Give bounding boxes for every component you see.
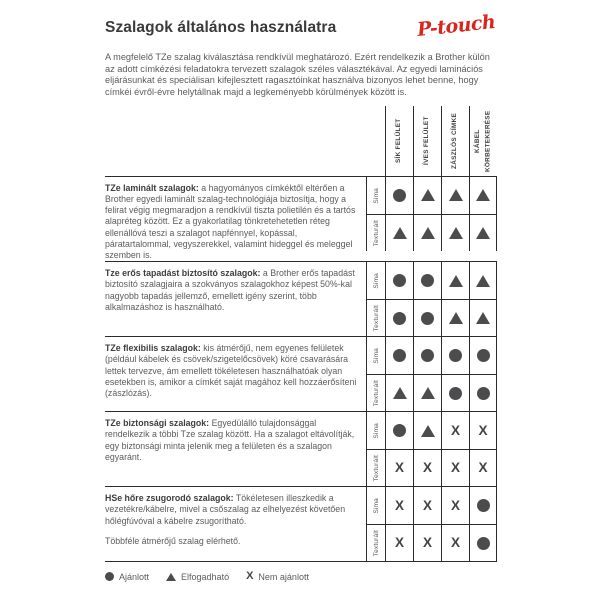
column-header-label: ZÁSZLÓS CÍMKE: [451, 112, 459, 169]
rating-cell: [441, 299, 469, 336]
triangle-icon: [421, 387, 435, 399]
tape-description: [105, 177, 366, 261]
rating-cell: [469, 449, 497, 486]
triangle-icon: [476, 312, 490, 324]
tape-row: [105, 336, 497, 411]
triangle-icon: [393, 227, 407, 239]
table-header-cells: [385, 106, 497, 176]
x-icon: X: [246, 570, 254, 583]
rating-cell: [413, 299, 441, 336]
x-icon: X: [450, 497, 460, 513]
rating-cell: [469, 299, 497, 336]
circle-icon: [393, 274, 406, 287]
rating-cell: [441, 487, 469, 524]
rating-cell: [441, 214, 469, 251]
finish-label: Texturált: [372, 530, 380, 557]
x-icon: X: [478, 460, 488, 476]
legend-item: [166, 572, 229, 582]
finish-label-cell: [366, 262, 385, 299]
tape-row: [105, 486, 497, 561]
triangle-icon: [449, 227, 463, 239]
rating-grid: [366, 177, 497, 261]
rating-cell: [469, 337, 497, 374]
tape-description-text: TZe laminált szalagok: a hagyományos címkéktől eltérően a Brother egyedi laminált szalag-technológiája biztosítja, hogy a felirat végig megmaradjon a rendkívül tiszta polietilén és a tartós alapréteg között. Ez a gyakorlatilag tönkretehetetlen réteg ellenállóvá teszi a szalagot napfénnyel, kopással, páratartalommal, vegyszerekkel, valamint hideggel és meleggel szemben is.: [105, 182, 356, 261]
x-icon: X: [394, 497, 404, 513]
tape-row: [105, 176, 497, 261]
column-header-1: [385, 106, 413, 176]
legend-item: [246, 571, 309, 582]
rating-cell: [385, 177, 413, 214]
rating-cell: [385, 449, 413, 486]
x-icon: X: [450, 422, 460, 438]
rating-cell: [385, 412, 413, 449]
column-header-3: [441, 106, 469, 176]
triangle-icon: [421, 227, 435, 239]
column-headers-row: [105, 106, 497, 176]
rating-cell: [385, 262, 413, 299]
finish-label: Sima: [372, 347, 380, 364]
tape-description-text: HSe hőre zsugorodó szalagok: Tökéletesen illeszkedik a vezetékre/kábelre, mivel a csőszalag az elhelyezést követően hőlégfúvóval a kábelre zsugorítható.: [105, 493, 346, 526]
rating-cell: [441, 412, 469, 449]
rating-cell: [413, 337, 441, 374]
tape-name: TZe biztonsági szalagok:: [105, 418, 210, 429]
triangle-icon: [449, 312, 463, 324]
rating-cell: [385, 337, 413, 374]
circle-icon: [105, 572, 114, 581]
page-header: [105, 10, 497, 42]
page-title: Szalagok általános használatra: [105, 19, 337, 36]
rating-cell: [441, 524, 469, 561]
circle-icon: [477, 499, 490, 512]
circle-icon: [393, 312, 406, 325]
x-icon: X: [450, 535, 460, 551]
rating-grid: [366, 412, 497, 486]
rating-cell: [385, 214, 413, 251]
finish-label-cell: [366, 412, 385, 449]
finish-label-cell: [366, 374, 385, 411]
rating-cell: [441, 177, 469, 214]
description-column-spacer: [105, 106, 366, 176]
circle-icon: [421, 312, 434, 325]
column-header-label: ÍVES FELÜLET: [423, 116, 431, 166]
circle-icon: [393, 189, 406, 202]
rating-grid: [366, 337, 497, 411]
circle-icon: [421, 349, 434, 362]
circle-icon: [477, 387, 490, 400]
rating-cell: [441, 374, 469, 411]
rating-cell: [385, 487, 413, 524]
tape-name: TZe flexibilis szalagok:: [105, 343, 201, 354]
finish-label: Sima: [372, 272, 380, 289]
finish-label: Sima: [372, 497, 380, 514]
rating-cell: [469, 412, 497, 449]
finish-label: Texturált: [372, 305, 380, 332]
tape-ratings-table: [105, 106, 497, 562]
x-icon: X: [478, 422, 488, 438]
rating-cell: [469, 524, 497, 561]
column-header-4: [469, 106, 497, 176]
rating-cell: [469, 374, 497, 411]
legend-label: Elfogadható: [181, 571, 230, 582]
table-body: [105, 176, 497, 562]
tape-row: [105, 261, 497, 336]
tape-description-text: Tze erős tapadást biztosító szalagok: a Brother erős tapadást biztosító szalagjaira a szokványos szalagokhoz képest 50%-kal nagyobb tapadás jellemző, emellett igény szerint, több alkalmazáshoz is használható.: [105, 268, 355, 312]
x-icon: X: [394, 535, 404, 551]
triangle-icon: [449, 189, 463, 201]
finish-label: Sima: [372, 422, 380, 439]
triangle-icon: [476, 275, 490, 287]
ptouch-logo: P-touch: [415, 10, 496, 42]
rating-cell: [413, 487, 441, 524]
x-icon: X: [422, 497, 432, 513]
rating-cell: [469, 214, 497, 251]
rating-cell: [413, 214, 441, 251]
rating-cell: [469, 177, 497, 214]
circle-icon: [393, 349, 406, 362]
rating-cell: [441, 337, 469, 374]
rating-cell: [413, 449, 441, 486]
x-icon: X: [422, 535, 432, 551]
legend-item: [105, 572, 149, 582]
rating-cell: [385, 299, 413, 336]
legend-label: Nem ajánlott: [258, 571, 309, 582]
tape-description: [105, 487, 366, 561]
triangle-icon: [393, 387, 407, 399]
tape-description-text: TZe biztonsági szalagok: Egyedülálló tulajdonsággal rendelkezik a többi Tze szalag között. Ha a szalagot eltávolítják, egy biztonsági minta jelenik meg a felületen és a szalagon egyaránt.: [105, 418, 355, 462]
tape-description-text: TZe flexibilis szalagok: kis átmérőjű, nem egyenes felületek (például kábelek és csövek/szigetelőcsövek) köré csavarására lettek tervezve, ám emellett tökéletesen használhatóak olyan esetekben is, amikor a címkét saját magához kell hozzáerősíteni (zászlózás).: [105, 343, 357, 399]
legend: [105, 571, 497, 582]
column-header-label: KÁBEL KÖRBETEKERÉSE: [473, 110, 492, 172]
tape-name: Tze erős tapadást biztosító szalagok:: [105, 268, 261, 279]
tape-description: [105, 262, 366, 336]
triangle-icon: [476, 189, 490, 201]
finish-label: Texturált: [372, 455, 380, 482]
rating-cell: [385, 524, 413, 561]
x-icon: X: [422, 460, 432, 476]
rating-cell: [413, 412, 441, 449]
rating-cell: [385, 374, 413, 411]
legend-label: Ajánlott: [119, 571, 150, 582]
circle-icon: [449, 349, 462, 362]
triangle-icon: [421, 189, 435, 201]
tape-name: TZe laminált szalagok:: [105, 182, 199, 193]
finish-label-cell: [366, 337, 385, 374]
tape-row: [105, 411, 497, 486]
tape-name: HSe hőre zsugorodó szalagok:: [105, 493, 234, 504]
rating-cell: [441, 262, 469, 299]
rating-cell: [413, 262, 441, 299]
rating-cell: [469, 487, 497, 524]
circle-icon: [477, 349, 490, 362]
finish-label-cell: [366, 449, 385, 486]
rating-cell: [413, 177, 441, 214]
tape-description: [105, 337, 366, 411]
x-icon: X: [394, 460, 404, 476]
x-icon: X: [450, 460, 460, 476]
finish-label: Texturált: [372, 380, 380, 407]
triangle-icon: [449, 275, 463, 287]
rating-grid: [366, 262, 497, 336]
triangle-icon: [166, 573, 176, 581]
finish-label-cell: [366, 524, 385, 561]
rating-grid: [366, 487, 497, 561]
rating-cell: [413, 374, 441, 411]
triangle-icon: [421, 425, 435, 437]
finish-label-cell: [366, 177, 385, 214]
circle-icon: [477, 537, 490, 550]
finish-label-cell: [366, 214, 385, 251]
tape-description: [105, 412, 366, 486]
column-header-label: SÍK FELÜLET: [395, 118, 403, 164]
finish-label-cell: [366, 299, 385, 336]
circle-icon: [393, 424, 406, 437]
rating-cell: [469, 262, 497, 299]
circle-icon: [449, 387, 462, 400]
rating-cell: [441, 449, 469, 486]
column-header-2: [413, 106, 441, 176]
finish-label: Texturált: [372, 219, 380, 246]
finish-column-spacer: [366, 106, 385, 176]
rating-cell: [413, 524, 441, 561]
tape-description-text-2: Többféle átmérőjű szalag elérhető.: [105, 535, 241, 546]
finish-label: Sima: [372, 187, 380, 204]
finish-label-cell: [366, 487, 385, 524]
circle-icon: [421, 274, 434, 287]
intro-paragraph: A megfelelő TZe szalag kiválasztása rendkívül meghatározó. Ezért rendelkezik a Brother külön az adott címkézési feladatokra tervezett szalagok széles választékával. Az egyedi laminációs eljárásunkat és speciálisan kifejlesztett ragasztóinkat használva bizonyos lehet benne, hogy címkéi évről-évre helytállnak majd a legkeményebb körülmények között is.: [105, 52, 490, 98]
triangle-icon: [476, 227, 490, 239]
document-page: [105, 0, 497, 582]
